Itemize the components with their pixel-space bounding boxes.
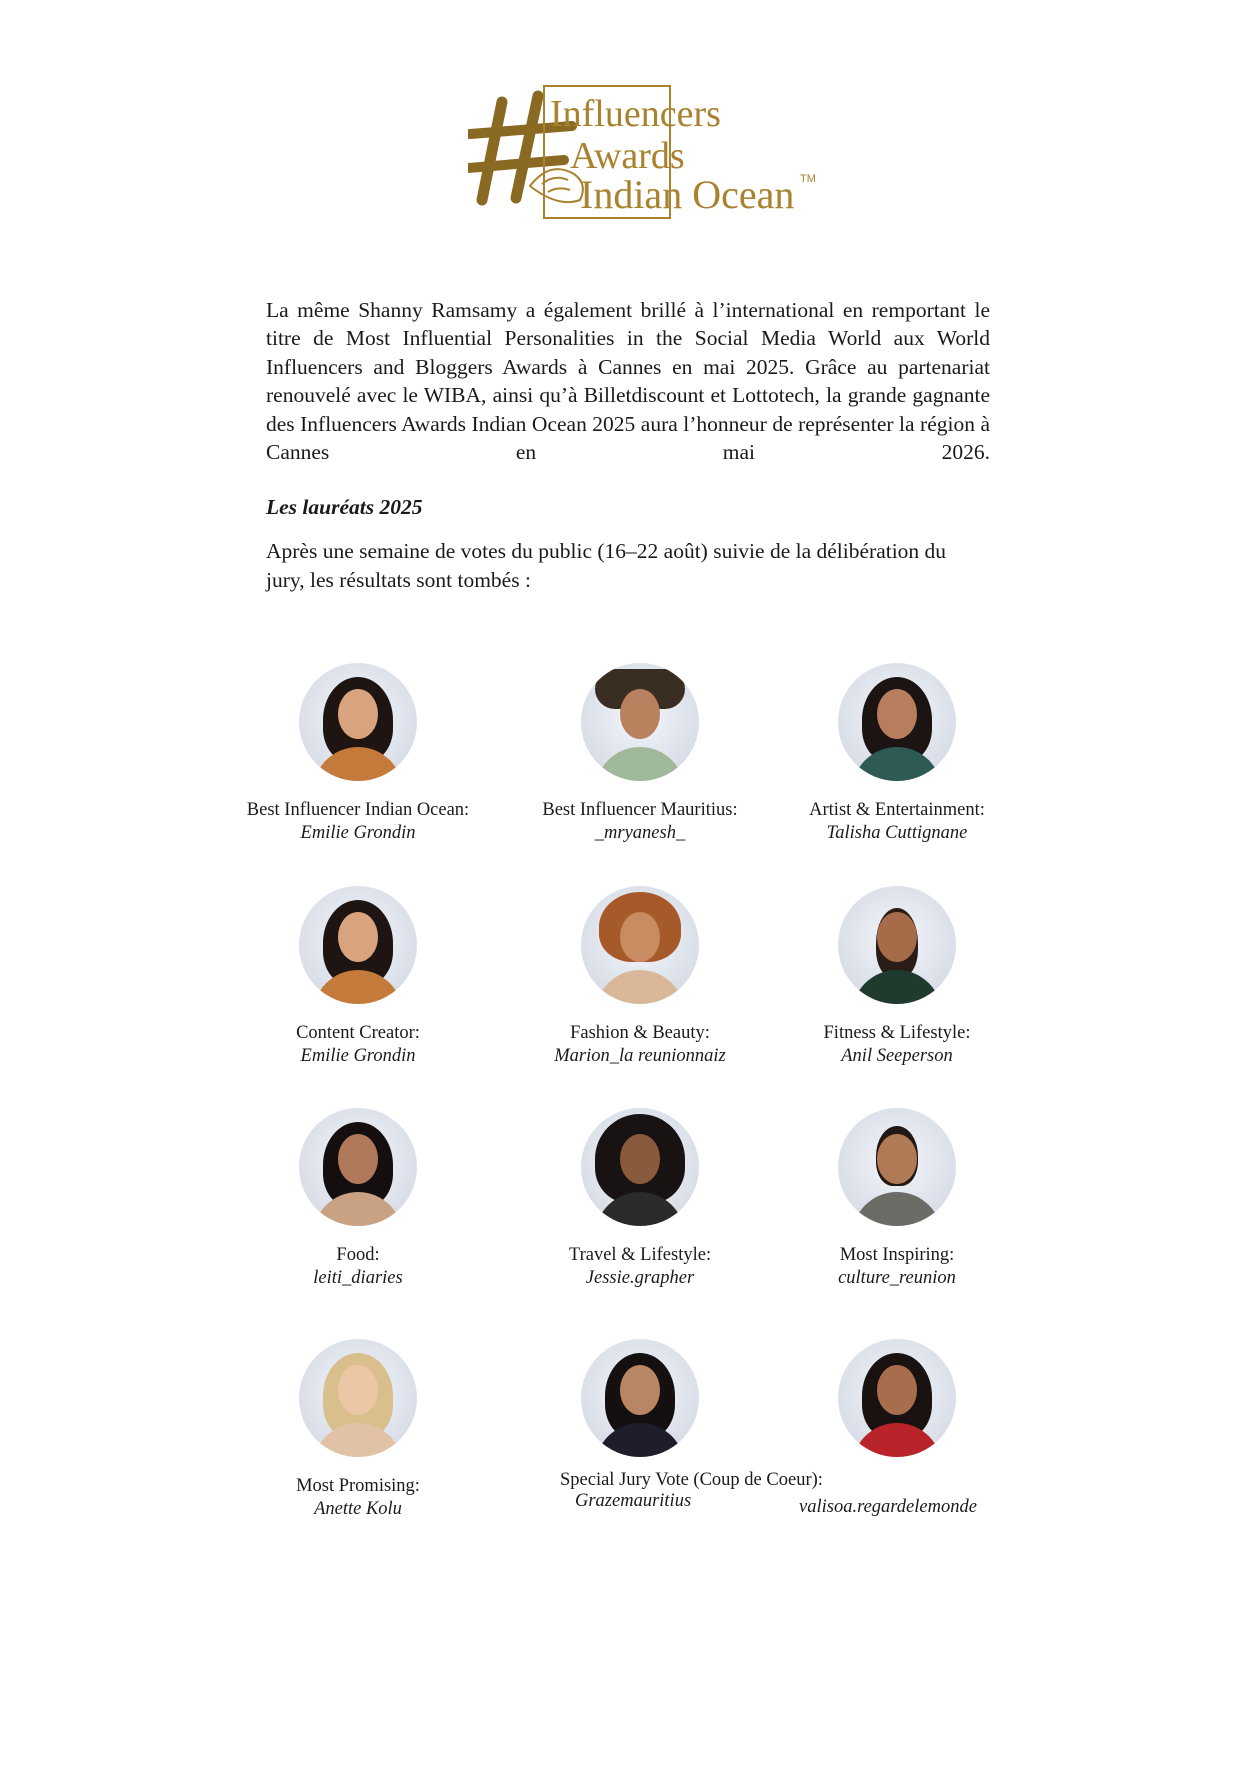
winner-card xyxy=(747,1108,1047,1290)
award-category: Food: xyxy=(336,1245,380,1265)
winner-card xyxy=(747,1339,1047,1457)
winner-card xyxy=(490,663,790,845)
winner-card xyxy=(490,886,790,1068)
intro-paragraph: La même Shanny Ramsamy a également brillé à l’international en remportant le titre de Most Influential Personalities in the Social Media World aux World Influencers and Bloggers Awards à Cannes en mai 2025. Grâce au partenariat renouvelé avec le WIBA, ainsi qu’à Billetdiscount et Lottotech, la grande gagnante des Influencers Awards Indian Ocean 2025 aura l’honneur de représenter la région à Cannes en mai 2026. xyxy=(266,298,990,465)
winner-photo xyxy=(838,1339,956,1457)
award-winner-name: leiti_diaries xyxy=(313,1268,403,1288)
section-title: Les lauréats 2025 xyxy=(266,495,423,519)
winner-photo xyxy=(299,663,417,781)
winner-card xyxy=(208,1108,508,1290)
award-winner-name: Emilie Grondin xyxy=(300,1046,416,1066)
award-category: Travel & Lifestyle: xyxy=(568,1245,712,1265)
award-category: Fashion & Beauty: xyxy=(570,1023,710,1043)
winner-photo xyxy=(299,1339,417,1457)
winner-card xyxy=(747,886,1047,1068)
section-text: Après une semaine de votes du public (16–22 août) suivie de la délibération du jury, les résultats sont tombés : xyxy=(266,539,947,592)
winner-photo xyxy=(838,663,956,781)
winner-photo xyxy=(581,1108,699,1226)
winner-card xyxy=(490,1339,790,1457)
winner-photo xyxy=(581,1339,699,1457)
winner-card xyxy=(208,663,508,845)
winner-card xyxy=(747,663,1047,845)
award-category: Fitness & Lifestyle: xyxy=(823,1023,971,1043)
award-winner-name: culture_reunion xyxy=(838,1268,956,1288)
award-category: Best Influencer Mauritius: xyxy=(542,800,738,820)
award-category: Most Inspiring: xyxy=(839,1245,955,1265)
special-jury-category: Special Jury Vote (Coup de Coeur): xyxy=(560,1470,823,1490)
winner-photo xyxy=(581,886,699,1004)
winner-card xyxy=(208,886,508,1068)
award-category: Most Promising: xyxy=(296,1476,420,1496)
winner-photo xyxy=(838,1108,956,1226)
award-winner-name: Emilie Grondin xyxy=(300,823,416,843)
winner-card xyxy=(208,1339,508,1521)
logo-line-indian-ocean: Indian Ocean xyxy=(580,172,795,217)
winner-photo xyxy=(838,886,956,1004)
award-category: Best Influencer Indian Ocean: xyxy=(246,800,470,820)
logo-trademark: TM xyxy=(800,173,816,185)
award-winner-name: Marion_la reunionnaiz xyxy=(554,1046,726,1066)
logo xyxy=(468,82,828,224)
award-winner-name: Jessie.grapher xyxy=(585,1268,695,1288)
award-category: Artist & Entertainment: xyxy=(809,800,985,820)
special-jury-winner-1: Grazemauritius xyxy=(575,1491,692,1511)
winner-card xyxy=(490,1108,790,1290)
winner-photo xyxy=(299,886,417,1004)
winner-photo xyxy=(299,1108,417,1226)
award-winner-name: Talisha Cuttignane xyxy=(826,823,968,843)
award-winner-name: Anette Kolu xyxy=(314,1499,402,1519)
special-jury-winner-2: valisoa.regardelemonde xyxy=(799,1497,977,1517)
logo-line-influencers: Influencers xyxy=(550,93,721,135)
award-winner-name: Anil Seeperson xyxy=(841,1046,953,1066)
logo-line-awards: Awards xyxy=(570,135,685,177)
award-winner-name: _mryanesh_ xyxy=(594,823,686,843)
winner-photo xyxy=(581,663,699,781)
award-category: Content Creator: xyxy=(296,1023,420,1043)
